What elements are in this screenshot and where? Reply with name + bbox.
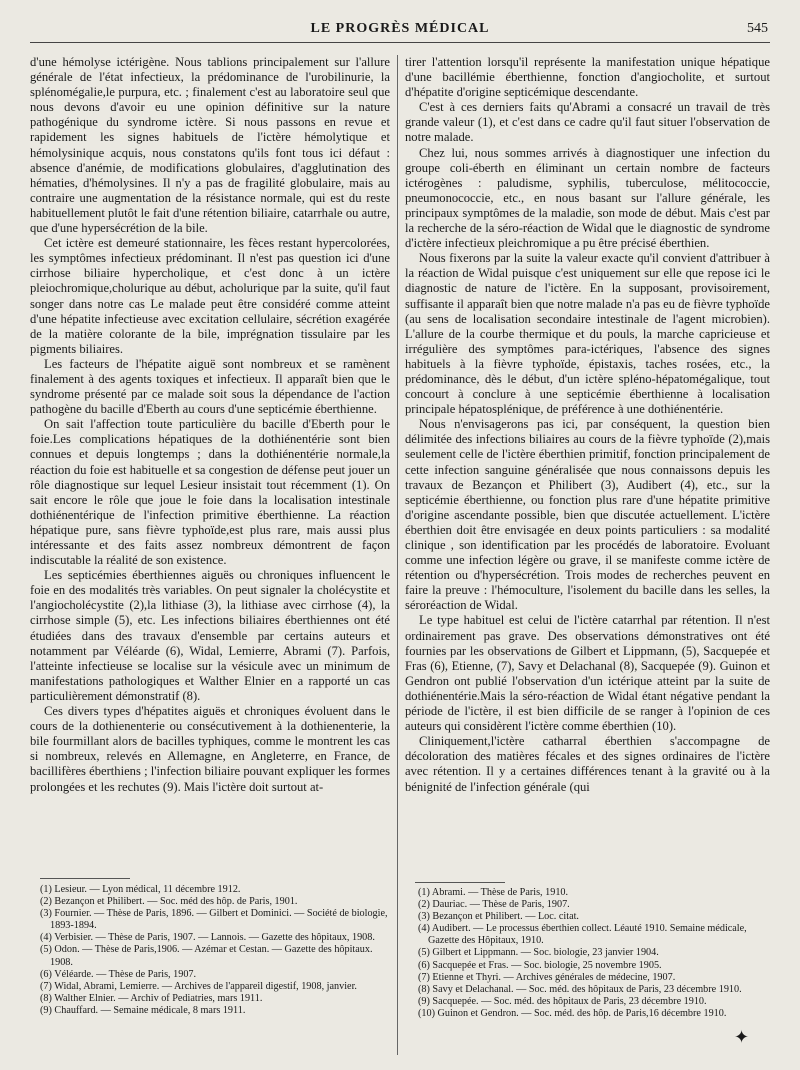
column-divider bbox=[397, 55, 398, 1055]
right-column bbox=[405, 55, 770, 875]
footnote: (2) Bezançon et Philibert. — Soc. méd des hôp. de Paris, 1901. bbox=[40, 896, 298, 908]
footnotes-right bbox=[418, 887, 773, 1027]
paragraph: Le type habituel est celui de l'ictère catarrhal par rétention. Il n'est ordinairement pas grave. Des observations démonstratives ont été fournies par les observations de Gilbert et Lippmann, (5), Sacquepée et Fras (6), Etienne, (7), Savy et Delachanal (8), Sacquepée (9). Guinon et Gendron ont publié l'observation d'un ictérique atteint par la suite de dothiénentérie.Mais la séro-réaction de Widal étant négative pendant la période de l'ictère, il est bien difficile de se ranger à l'opinion de ces auteurs qui considèrent l'ictère comme éberthien (10). bbox=[405, 613, 770, 734]
footnote: (5) Odon. — Thèse de Paris,1906. — Azémar et Cestan. — Gazette des hôpitaux. 1908. bbox=[40, 944, 373, 968]
footnote: (6) Sacquepée et Fras. — Soc. biologie, 25 novembre 1905. bbox=[418, 959, 662, 971]
footnote: (10) Guinon et Gendron. — Soc. méd. des hôp. de Paris,16 décembre 1910. bbox=[418, 1007, 727, 1019]
footnotes-left bbox=[40, 884, 390, 1034]
paragraph: Cet ictère est demeuré stationnaire, les fèces restant hypercolorées, les symptômes infectieux prédominant. Il n'est pas question ici d'une cirrhose biliaire hypercholique, et c'est donc à un ictère pleiochromique,cholurique au début, acholurique par la suite, qu'il faut songer dans notre cas Le malade peut être considéré comme atteint d'une hépatite infectieuse avec excitation cellulaire, sécrétion exagérée de la matière colorante de la bile, imprégnation tissulaire par les pigments biliaires. bbox=[30, 236, 390, 356]
paragraph: Cliniquement,l'ictère catharral éberthien s'accompagne de décoloration des matières fécales et des signes ordinaires de l'ictère avec rétention. Il y a certaines différences tenant à la gravité ou à la bénignité de l'infection générale (qui bbox=[405, 734, 770, 794]
footnote: (9) Chauffard. — Semaine médicale, 8 mars 1911. bbox=[40, 1004, 246, 1016]
paragraph: On sait l'affection toute particulière du bacille d'Eberth pour le foie.Les complications hépatiques de la dothiénentérie sont bien connues et depuis longtemps ; dans la dothiénentérie normale,la réaction du foie est habituelle et sa congestion de défense peut jouer un rôle diagnostique sur lequel Lesieur insistait tout récemment (1). On sait encore le rôle que joue le foie dans la localisation intestinale dothiénentérique de l'infection primitive éberthienne. La réaction hépatique pure, sans fièvre typhoïde,est plus rare, mais aussi plus intéressante et des faits assez nombreux démontrent de façon indiscutable la réalité de son existence. bbox=[30, 417, 390, 568]
paragraph: d'une hémolyse ictérigène. Nous tablions principalement sur l'allure générale de l'état infectieux, la prédominance de l'urobilinurie, la splénomégalie,le purpura, etc. ; finalement c'est au laboratoire seul que nous devons d'avoir eu une opinion définitive sur la nature pathogénique du syndrome ictère. Si nous passons en revue et rapidement les signes habituels de l'ictère hémolytique et hémolysinique acquis, nous constatons qu'ils font tous ici défaut : absence d'anémie, de modifications globulaires, d'agglutination des hématies, d'hémolysines. Il n'y a pas de fragilité globulaire, mais au contraire une augmentation de la résistance normale, qui est du reste habituellement plutôt le fait d'une rétention biliaire, catarrhale ou autre, que d'une hypersécrétion de la bile. bbox=[30, 55, 390, 236]
paragraph: Nous n'envisagerons pas ici, par conséquent, la question bien délimitée des infections biliaires au cours de la fièvre typhoïde (2),mais seulement celle de l'ictère éberthien primitif, fonction principalement de cette infection sanguine généralisée que nous connaissons depuis les travaux de Bezançon et Philibert (3), Audibert (4), etc., sur la septicémie éberthienne, ou fonction plus rare d'une hépatite primitive d'origine ascendante possible, bien que discutée actuellement. L'ictère éberthien doit être envisagée en deux points particuliers : sa modalité clinique , son identification par les procédés de laboratoire. Evoluant comme une infection légère ou grave, il se manifeste comme ictère de rétention ou d'hypersécrétion. Trois modes de recherches peuvent en faire la preuve : l'hémoculture, l'isolement du bacille dans les selles, la séroréaction de Widal. bbox=[405, 417, 770, 613]
footnote: (7) Etienne et Thyri. — Archives générales de médecine, 1907. bbox=[418, 971, 676, 983]
footnote: (8) Savy et Delachanal. — Soc. méd. des hôpitaux de Paris, 23 décembre 1910. bbox=[418, 983, 742, 995]
footnote: (7) Widal, Abrami, Lemierre. — Archives de l'appareil digestif, 1908, janvier. bbox=[40, 980, 357, 992]
footnote: (3) Bezançon et Philibert. — Loc. citat. bbox=[418, 911, 579, 923]
footnote: (4) Audibert. — Le processus éberthien collect. Léauté 1910. Semaine médicale, Gazette des Hôpitaux, 1910. bbox=[418, 923, 747, 947]
footnote: (1) Abrami. — Thèse de Paris, 1910. bbox=[418, 887, 569, 898]
paragraph: Les facteurs de l'hépatite aiguë sont nombreux et se ramènent finalement à des agents toxiques et infectieux. Il apparaît bien que le syndrome présenté par ce malade soit sous la dépendance de l'action pathogène du bacille d'Eberth au cours d'une septicémie éberthienne. bbox=[30, 356, 390, 417]
footnote: (8) Walther Elnier. — Archiv of Pediatries, mars 1911. bbox=[40, 992, 263, 1004]
footnote: (9) Sacquepée. — Soc. méd. des hôpitaux de Paris, 23 décembre 1910. bbox=[418, 995, 707, 1007]
page-header bbox=[30, 20, 770, 43]
footnote: (4) Verbisier. — Thèse de Paris, 1907. — Lannois. — Gazette des hôpitaux, 1908. bbox=[40, 932, 375, 944]
footnote: (5) Gilbert et Lippmann. — Soc. biologie, 23 janvier 1904. bbox=[418, 947, 659, 959]
footnote: (2) Dauriac. — Thèse de Paris, 1907. bbox=[418, 899, 570, 911]
running-title: LE PROGRÈS MÉDICAL bbox=[310, 21, 490, 36]
footnote: (6) Véléarde. — Thèse de Paris, 1907. bbox=[40, 968, 197, 980]
page-number: 545 bbox=[747, 21, 768, 36]
paragraph: Les septicémies éberthiennes aiguës ou chroniques influencent le foie en des modalités très variables. On peut signaler la cholécystite et l'angiocholécystite (2),la lithiase (3), la lithiase avec cirrhose (4), la cirrhose simple (5), etc. Les infections biliaires éberthiennes ont été étudiées dans des travaux d'ensemble par certains auteurs et notamment par Véléarde (6), Widal, Lemierre, Abrami (7). Parfois, l'atteinte infectieuse se localise sur la vésicule avec un minimum de manifestations pathologiques et Walther Elnier en a rapporté un cas particulièrement démonstratif (8). bbox=[30, 568, 390, 703]
footnote: (1) Lesieur. — Lyon médical, 11 décembre 1912. bbox=[40, 884, 241, 895]
paragraph: C'est à ces derniers faits qu'Abrami a consacré un travail de très grande valeur (1), et c'est dans ce cadre qu'il faut situer l'observation de notre malade. bbox=[405, 100, 770, 145]
paragraph: tirer l'attention lorsqu'il représente la manifestation unique hépatique d'une bacillémie éberthienne, fonction d'angiocholite, et surtout d'hépatite d'origine septicémique descendante. bbox=[405, 55, 770, 100]
paragraph: Chez lui, nous sommes arrivés à diagnostiquer une infection du groupe coli-éberth en éliminant un certain nombre de facteurs ictérogènes : paludisme, syphilis, tuberculose, mélitococcie, pneumonococcie, etc., en nous basant sur l'allure générale, les principaux symptômes de la maladie, son mode de début. Mais c'est par la recherche de la séro-réaction de Widal que le diagnostic de syndrome d'ictère infectieux pleichromique a pu être précisé éberthien. bbox=[405, 145, 770, 251]
paragraph: Nous fixerons par la suite la valeur exacte qu'il convient d'attribuer à la réaction de Widal puisque c'est uniquement sur elle que repose ici le diagnostic de nature de l'ictère. En la supposant, provisoirement, suffisante il apparaît bien que notre malade n'a pas eu de fièvre typhoïde (au sens de localisation secondaire intestinale de l'agent microbien). L'allure de la courbe thermique et du pouls, la marche capricieuse et irrégulière des symptômes para-ictériques, l'absence des signes habituels à la fièvre typhoïde, épistaxis, taches rosées, etc., la prédominance, dès le début, d'un ictère spléno-hépatomégalique, tout concourt à conclure à une septicémie éberthienne à localisation principale hépatosplénique, de préférence à une dothiénentérie. bbox=[405, 251, 770, 417]
footnote-rule bbox=[415, 882, 505, 883]
left-column bbox=[30, 55, 390, 867]
paragraph: Ces divers types d'hépatites aiguës et chroniques évoluent dans le cours de la dothienenterie ou consécutivement à la dothienenterie, la bile fourmillant alors de bacilles typhiques, comme le montrent les cas si nombreux, relevés en Allemagne, en Angleterre, en France, de bacillifères éberthiens ; l'infection biliaire pouvant expliquer les formes prolongées et les rechutes (9). Mais l'ictère doit surtout at- bbox=[30, 704, 390, 794]
footnote-rule bbox=[40, 878, 130, 879]
fleuron-ornament-icon: ✦ bbox=[734, 1027, 750, 1047]
footnote: (3) Fournier. — Thèse de Paris, 1896. — Gilbert et Dominici. — Société de biologie, 1893-1894. bbox=[40, 908, 388, 932]
